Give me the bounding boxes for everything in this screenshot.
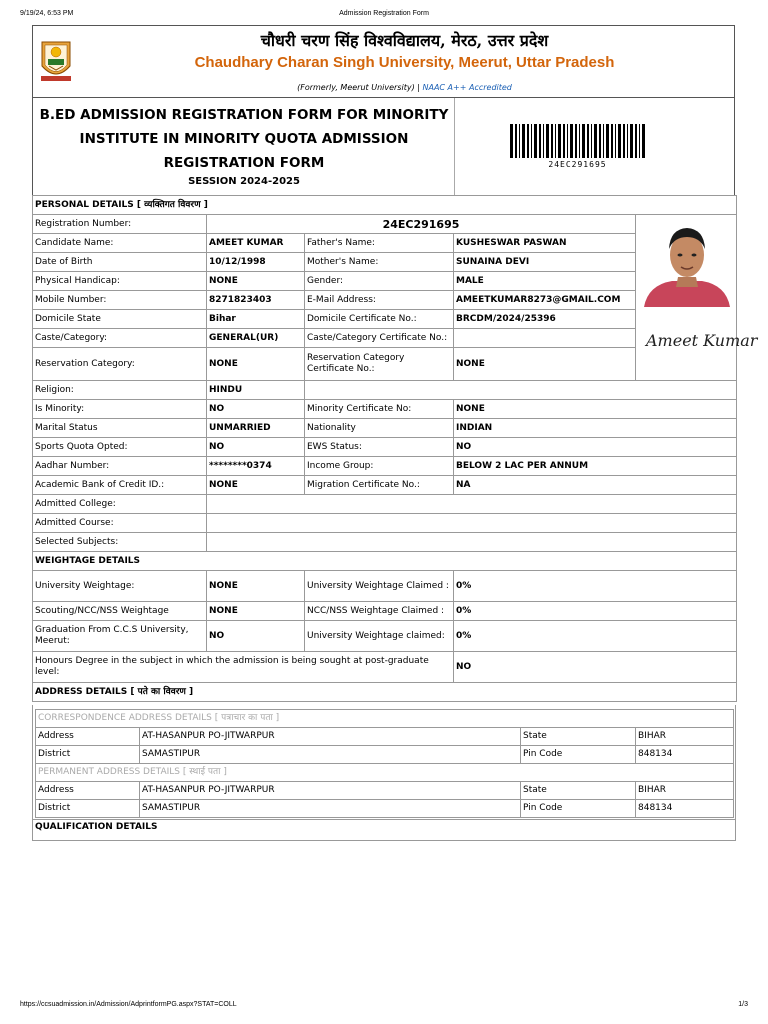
print-header bbox=[20, 10, 748, 22]
permanent-state-value: BIHAR bbox=[636, 782, 734, 800]
ccs-graduation-value: NO bbox=[207, 621, 305, 652]
candidate-signature bbox=[642, 320, 758, 360]
admitted-college-value bbox=[207, 495, 737, 514]
field-label: Aadhar Number: bbox=[33, 457, 207, 476]
physical-handicap-value: NONE bbox=[207, 272, 305, 291]
table-row bbox=[33, 234, 737, 253]
permanent-pin-value: 848134 bbox=[636, 800, 734, 818]
gender-value: MALE bbox=[454, 272, 636, 291]
table-row bbox=[33, 253, 737, 272]
form-title-box bbox=[32, 98, 735, 196]
field-label: Gender: bbox=[305, 272, 454, 291]
field-label: District bbox=[36, 800, 140, 818]
income-group-value: BELOW 2 LAC PER ANNUM bbox=[454, 457, 737, 476]
table-row bbox=[33, 381, 737, 400]
field-label: Reservation Category Certificate No.: bbox=[305, 348, 454, 381]
qualification-heading: QUALIFICATION DETAILS bbox=[35, 822, 158, 832]
signature-text: Ameet Kumar bbox=[646, 331, 758, 350]
empty-cell bbox=[305, 381, 737, 400]
table-row bbox=[36, 746, 734, 764]
correspondence-pin-value: 848134 bbox=[636, 746, 734, 764]
field-label: Caste/Category: bbox=[33, 329, 207, 348]
print-datetime: 9/19/24, 6:53 PM bbox=[20, 10, 74, 17]
table-row bbox=[33, 457, 737, 476]
field-label: Pin Code bbox=[521, 800, 636, 818]
title-line-3: REGISTRATION FORM bbox=[163, 155, 325, 171]
field-label: Father's Name: bbox=[305, 234, 454, 253]
field-label: Marital Status bbox=[33, 419, 207, 438]
permanent-district-value: SAMASTIPUR bbox=[140, 800, 521, 818]
mobile-value: 8271823403 bbox=[207, 291, 305, 310]
correspondence-address-table bbox=[35, 709, 734, 818]
minority-certificate-value: NONE bbox=[454, 400, 737, 419]
table-row bbox=[33, 476, 737, 495]
field-label: Domicile State bbox=[33, 310, 207, 329]
honours-degree-label: Honours Degree in the subject in which the admission is being sought at post-graduate level: bbox=[33, 652, 454, 683]
field-label: Income Group: bbox=[305, 457, 454, 476]
field-label: Address bbox=[36, 782, 140, 800]
field-label: Address bbox=[36, 728, 140, 746]
admitted-course-label: Admitted Course: bbox=[33, 514, 207, 533]
ncc-weightage-value: NONE bbox=[207, 602, 305, 621]
table-row bbox=[33, 272, 737, 291]
table-row bbox=[36, 728, 734, 746]
field-label: District bbox=[36, 746, 140, 764]
table-row bbox=[33, 621, 737, 652]
university-subtitle bbox=[33, 83, 734, 92]
university-weightage-claimed-value: 0% bbox=[454, 571, 737, 602]
field-label: Sports Quota Opted: bbox=[33, 438, 207, 457]
honours-degree-value: NO bbox=[454, 652, 737, 683]
correspondence-heading: CORRESPONDENCE ADDRESS DETAILS [ पत्राचार का पता ] bbox=[36, 710, 734, 728]
field-label: NCC/NSS Weightage Claimed : bbox=[305, 602, 454, 621]
table-row bbox=[33, 291, 737, 310]
table-row bbox=[36, 782, 734, 800]
registration-number-label: Registration Number: bbox=[33, 215, 207, 234]
ncc-weightage-claimed-value: 0% bbox=[454, 602, 737, 621]
university-weightage-value: NONE bbox=[207, 571, 305, 602]
religion-value: HINDU bbox=[207, 381, 305, 400]
field-label: University Weightage claimed: bbox=[305, 621, 454, 652]
correspondence-address-value: AT-HASANPUR PO-JITWARPUR bbox=[140, 728, 521, 746]
university-name-english: Chaudhary Charan Singh University, Meerut, Uttar Pradesh bbox=[194, 54, 615, 71]
ews-status-value: NO bbox=[454, 438, 737, 457]
field-label: University Weightage: bbox=[33, 571, 207, 602]
caste-certificate-value bbox=[454, 329, 636, 348]
sports-quota-value: NO bbox=[207, 438, 305, 457]
address-details-box bbox=[32, 705, 736, 841]
field-label: Academic Bank of Credit ID.: bbox=[33, 476, 207, 495]
table-row bbox=[33, 602, 737, 621]
formerly-text: (Formerly, Meerut University) | bbox=[297, 83, 420, 92]
barcode-text: 24EC291695 bbox=[548, 160, 607, 169]
table-row bbox=[33, 348, 737, 381]
field-label: Pin Code bbox=[521, 746, 636, 764]
table-row bbox=[33, 438, 737, 457]
field-label: Date of Birth bbox=[33, 253, 207, 272]
field-label: State bbox=[521, 728, 636, 746]
field-label: Caste/Category Certificate No.: bbox=[305, 329, 454, 348]
field-label: Candidate Name: bbox=[33, 234, 207, 253]
table-row bbox=[33, 329, 737, 348]
university-weightage-claimed-2-value: 0% bbox=[454, 621, 737, 652]
personal-details-table bbox=[32, 195, 737, 702]
table-row bbox=[33, 652, 737, 683]
correspondence-state-value: BIHAR bbox=[636, 728, 734, 746]
field-label: University Weightage Claimed : bbox=[305, 571, 454, 602]
nationality-value: INDIAN bbox=[454, 419, 737, 438]
table-row bbox=[33, 419, 737, 438]
admitted-course-value bbox=[207, 514, 737, 533]
domicile-certificate-value: BRCDM/2024/25396 bbox=[454, 310, 636, 329]
dob-value: 10/12/1998 bbox=[207, 253, 305, 272]
field-label: EWS Status: bbox=[305, 438, 454, 457]
field-label: State bbox=[521, 782, 636, 800]
migration-certificate-value: NA bbox=[454, 476, 737, 495]
field-label: Minority Certificate No: bbox=[305, 400, 454, 419]
field-label: E-Mail Address: bbox=[305, 291, 454, 310]
table-row bbox=[33, 571, 737, 602]
field-label: Nationality bbox=[305, 419, 454, 438]
field-label: Mother's Name: bbox=[305, 253, 454, 272]
candidate-name-value: AMEET KUMAR bbox=[207, 234, 305, 253]
weightage-heading: WEIGHTAGE DETAILS bbox=[33, 552, 737, 571]
admitted-college-label: Admitted College: bbox=[33, 495, 207, 514]
print-footer bbox=[20, 1001, 748, 1013]
marital-status-value: UNMARRIED bbox=[207, 419, 305, 438]
form-title bbox=[33, 103, 455, 175]
address-heading: ADDRESS DETAILS [ पते का विवरण ] bbox=[33, 683, 737, 702]
naac-accreditation: NAAC A++ Accredited bbox=[422, 83, 512, 92]
title-line-2: INSTITUTE IN MINORITY QUOTA ADMISSION bbox=[79, 131, 409, 147]
caste-category-value: GENERAL(UR) bbox=[207, 329, 305, 348]
field-label: Religion: bbox=[33, 381, 207, 400]
domicile-state-value: Bihar bbox=[207, 310, 305, 329]
field-label: Scouting/NCC/NSS Weightage bbox=[33, 602, 207, 621]
personal-details-heading: PERSONAL DETAILS [ व्यक्तिगत विवरण ] bbox=[33, 196, 737, 215]
registration-number-value: 24EC291695 bbox=[207, 215, 636, 234]
candidate-photo bbox=[642, 219, 732, 307]
print-page-number: 1/3 bbox=[738, 1001, 748, 1008]
father-name-value: KUSHESWAR PASWAN bbox=[454, 234, 636, 253]
correspondence-district-value: SAMASTIPUR bbox=[140, 746, 521, 764]
field-label: Migration Certificate No.: bbox=[305, 476, 454, 495]
print-page-title: Admission Registration Form bbox=[339, 10, 429, 17]
university-name-hindi: चौधरी चरण सिंह विश्वविद्यालय, मेरठ, उत्तर प्रदेश bbox=[260, 31, 549, 50]
barcode-icon bbox=[510, 124, 645, 158]
field-label: Is Minority: bbox=[33, 400, 207, 419]
permanent-heading: PERMANENT ADDRESS DETAILS [ स्थाई पता ] bbox=[36, 764, 734, 782]
field-label: Domicile Certificate No.: bbox=[305, 310, 454, 329]
mother-name-value: SUNAINA DEVI bbox=[454, 253, 636, 272]
email-value: AMEETKUMAR8273@GMAIL.COM bbox=[454, 291, 636, 310]
table-row bbox=[36, 800, 734, 818]
title-line-1: B.ED ADMISSION REGISTRATION FORM FOR MINORITY bbox=[39, 107, 449, 123]
selected-subjects-value bbox=[207, 533, 737, 552]
table-row bbox=[33, 400, 737, 419]
table-row bbox=[33, 310, 737, 329]
permanent-address-value: AT-HASANPUR PO-JITWARPUR bbox=[140, 782, 521, 800]
reservation-category-value: NONE bbox=[207, 348, 305, 381]
is-minority-value: NO bbox=[207, 400, 305, 419]
field-label: Reservation Category: bbox=[33, 348, 207, 381]
reservation-certificate-value: NONE bbox=[454, 348, 636, 381]
session-label: SESSION 2024-2025 bbox=[188, 176, 300, 187]
university-header bbox=[32, 25, 735, 98]
print-url: https://ccsuadmission.in/Admission/AdprintformPG.aspx?STAT=COLL bbox=[20, 1001, 237, 1008]
abc-id-value: NONE bbox=[207, 476, 305, 495]
selected-subjects-label: Selected Subjects: bbox=[33, 533, 207, 552]
field-label: Physical Handicap: bbox=[33, 272, 207, 291]
aadhar-value: ********0374 bbox=[207, 457, 305, 476]
field-label: Graduation From C.C.S University, Meerut: bbox=[33, 621, 207, 652]
field-label: Mobile Number: bbox=[33, 291, 207, 310]
